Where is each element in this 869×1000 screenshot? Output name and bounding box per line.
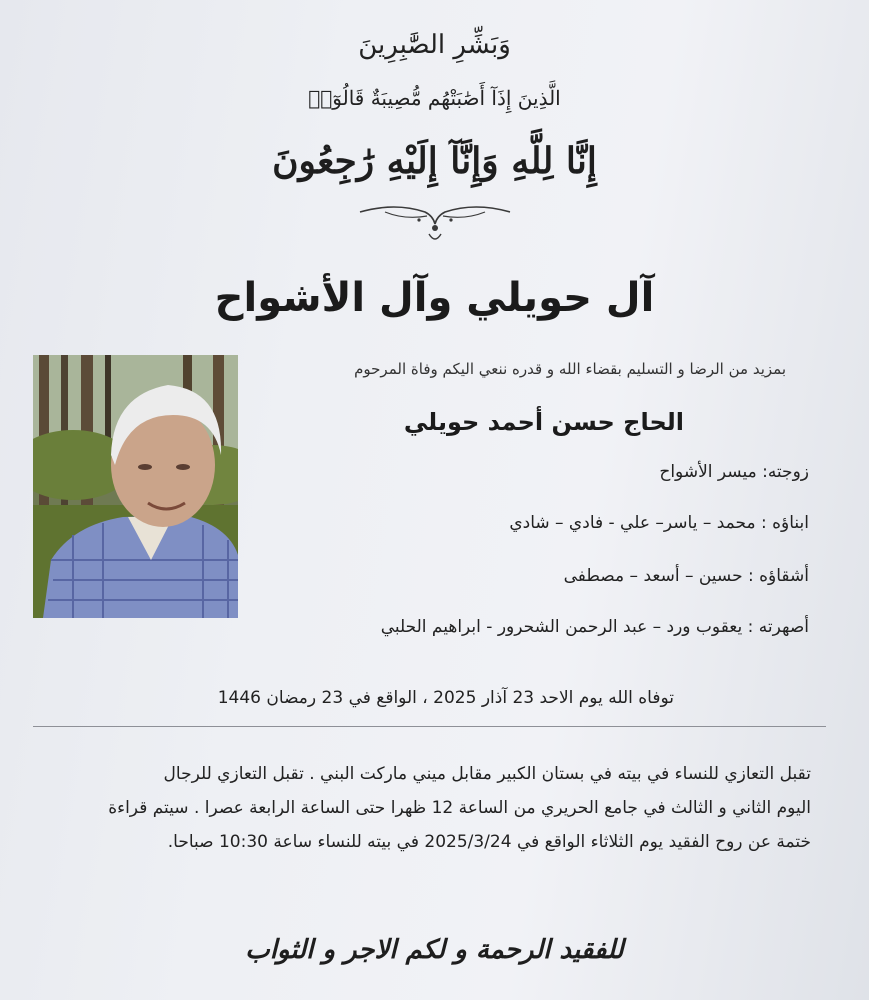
family-title: آل حويلي وآل الأشواح xyxy=(214,275,655,321)
quran-verse-line-3: إِنَّا لِلَّهِ وَإِنَّآ إِلَيْهِ رَٰجِعُونَ xyxy=(272,140,597,182)
closing-phrase: للفقيد الرحمة و لكم الاجر و الثواب xyxy=(245,935,624,965)
decorative-flourish-icon xyxy=(355,198,515,248)
deceased-name: الحاج حسن أحمد حويلي xyxy=(403,408,684,436)
quran-verse-line-1: وَبَشِّرِ الصَّٰبِرِينَ xyxy=(358,30,511,60)
condolences-line-3: ختمة عن روح الفقيد يوم الثلاثاء الواقع في 2025/3/24 في بيته للنساء ساعة 10:30 صباحا. xyxy=(167,832,811,852)
quran-verse-line-2: الَّذِينَ إِذَآ أَصَٰبَتْهُم مُّصِيبَةٌ قَالُوٓا۟ xyxy=(308,86,561,110)
wife-line: زوجته: ميسر الأشواح xyxy=(659,462,809,482)
divider-line xyxy=(33,726,826,727)
condolences-line-2: اليوم الثاني و الثالث في جامع الحريري من الساعة 12 ظهرا حتى الساعة الرابعة عصرا . سيتم قراءة xyxy=(108,798,811,818)
death-date-line: توفاه الله يوم الاحد 23 آذار 2025 ، الواقع في 23 رمضان 1446 xyxy=(217,688,674,708)
in-laws-line: أصهرته : يعقوب ورد – عبد الرحمن الشحرور - ابراهيم الحلبي xyxy=(380,617,809,637)
deceased-photo xyxy=(33,355,238,618)
condolences-line-1: تقبل التعازي للنساء في بيته في بستان الكبير مقابل ميني ماركت البني . تقبل التعازي للرجال xyxy=(163,764,811,784)
brothers-line: أشقاؤه : حسين – أسعد – مصطفى xyxy=(563,566,809,586)
intro-text: بمزيد من الرضا و التسليم بقضاء الله و قدره ننعي اليكم وفاة المرحوم xyxy=(354,360,786,378)
sons-line: ابناؤه : محمد – ياسر– علي - فادي – شادي xyxy=(509,513,809,533)
